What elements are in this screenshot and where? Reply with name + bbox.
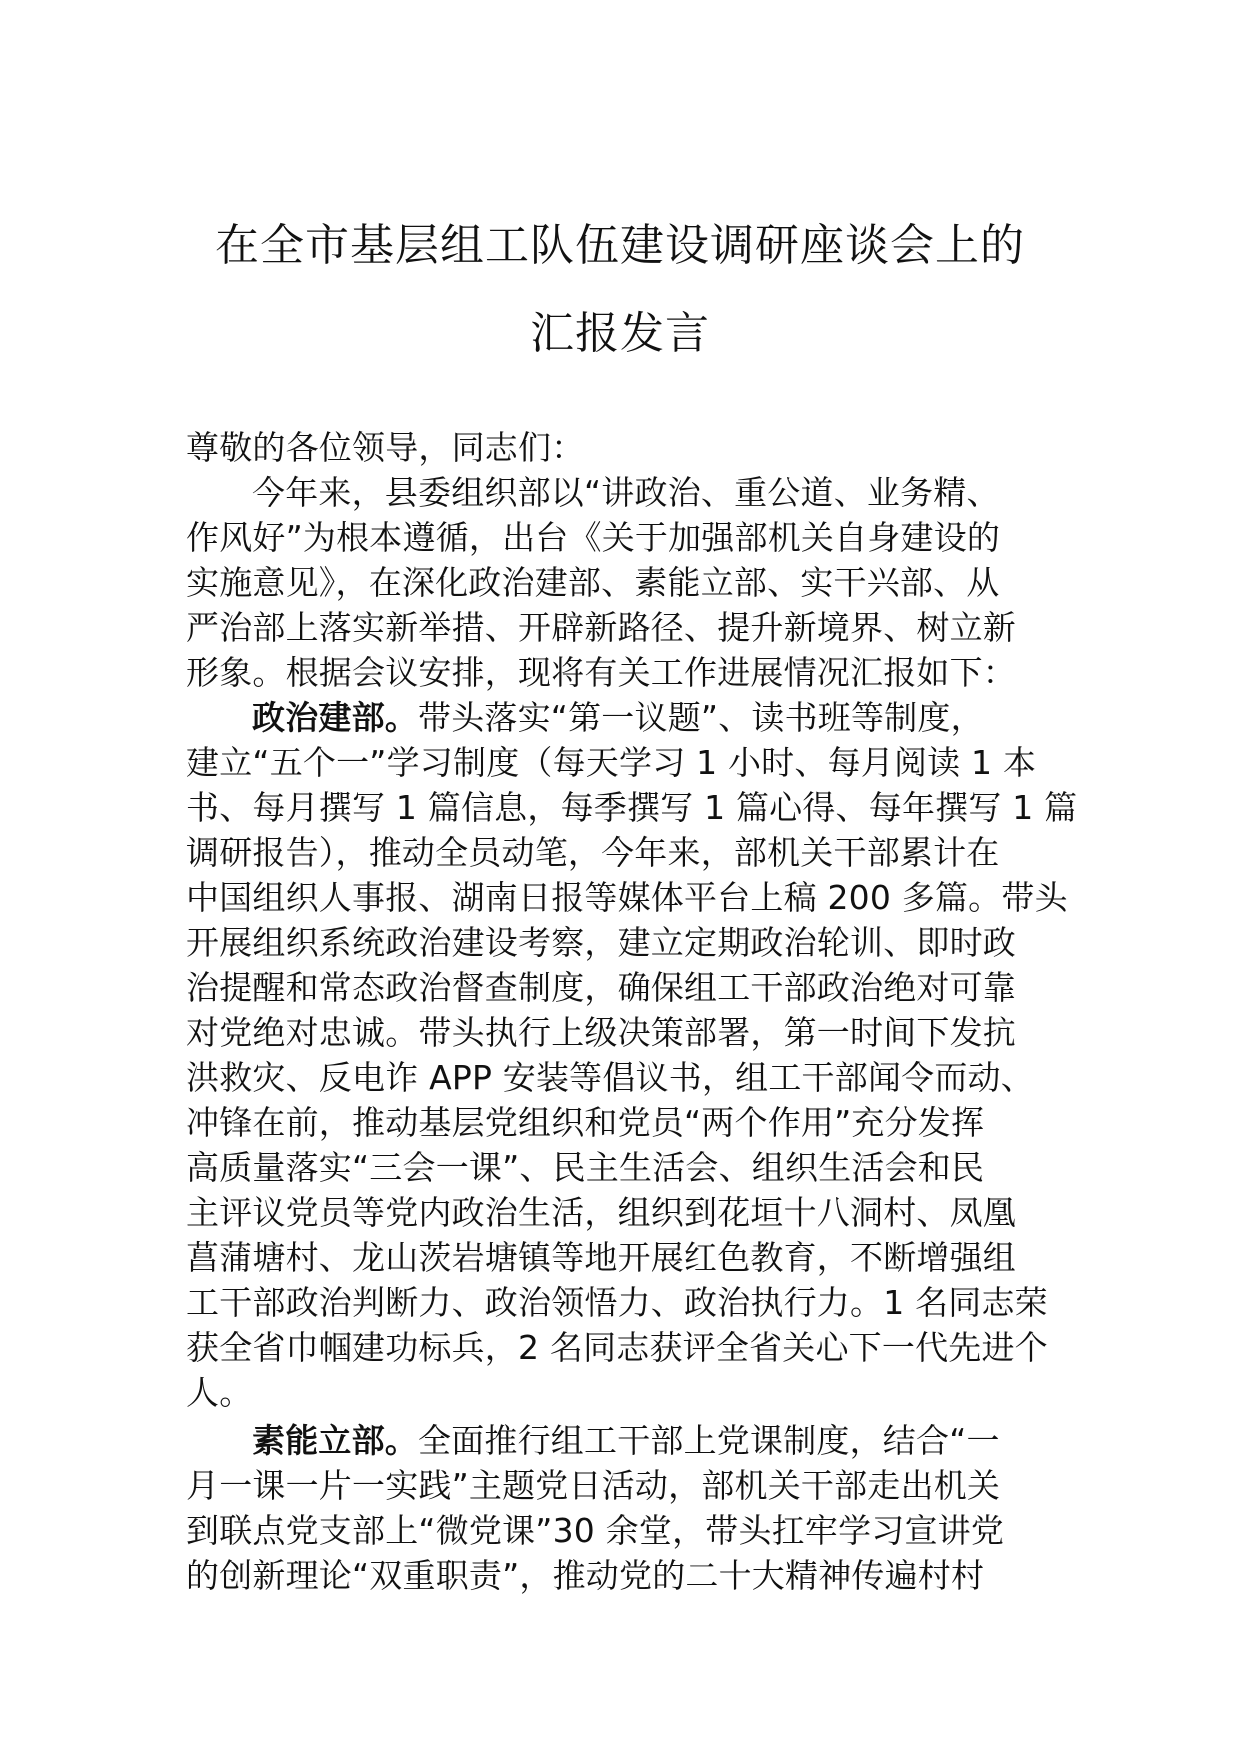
paragraph-line: 建立“五个一”学习制度（每天学习 1 小时、每月阅读 1 本 <box>186 743 1037 782</box>
paragraph-line: 中国组织人事报、湖南日报等媒体平台上稿 200 多篇。带头 <box>186 878 1068 917</box>
paragraph-political-building <box>186 695 1078 1415</box>
paragraph-line: 洪救灾、反电诈 APP 安装等倡议书，组工干部闻令而动、 <box>186 1058 1034 1097</box>
paragraph-line: 治提醒和常态政治督查制度，确保组工干部政治绝对可靠 <box>186 968 1016 1007</box>
paragraph-line: 高质量落实“三会一课”、民主生活会、组织生活会和民 <box>186 1148 985 1187</box>
paragraph-line: 冲锋在前，推动基层党组织和党员“两个作用”充分发挥 <box>186 1103 985 1142</box>
paragraph-first-line <box>186 1418 1060 1463</box>
paragraph-line: 开展组织系统政治建设考察，建立定期政治轮训、即时政 <box>186 923 1016 962</box>
paragraph-text: 带头落实“第一议题”、读书班等制度， <box>418 698 984 737</box>
section-heading: 素能立部。 <box>252 1421 418 1460</box>
paragraph-line: 菖蒲塘村、龙山茨岩塘镇等地开展红色教育，不断增强组 <box>186 1238 1016 1277</box>
document-body <box>186 425 1078 1598</box>
paragraph-first-line <box>186 695 1060 740</box>
paragraph-line: 到联点党支部上“微党课”30 余堂，带头扛牢学习宣讲党 <box>186 1511 1005 1550</box>
paragraph-line: 人。 <box>186 1373 253 1412</box>
paragraph-text: 全面推行组工干部上党课制度，结合“一 <box>418 1421 1000 1460</box>
paragraph-line: 获全省巾帼建功标兵，2 名同志获评全省关心下一代先进个 <box>186 1328 1048 1367</box>
salutation: 尊敬的各位领导，同志们： <box>186 428 585 467</box>
paragraph-line: 主评议党员等党内政治生活，组织到花垣十八洞村、凤凰 <box>186 1193 1016 1232</box>
document-title-line-2: 汇报发言 <box>530 308 710 359</box>
paragraph-line: 工干部政治判断力、政治领悟力、政治执行力。1 名同志荣 <box>186 1283 1048 1322</box>
paragraph-line: 调研报告），推动全员动笔，今年来，部机关干部累计在 <box>186 833 1000 872</box>
paragraph-intro <box>186 470 1060 695</box>
paragraph-line: 对党绝对忠诚。带头执行上级决策部署，第一时间下发抗 <box>186 1013 1016 1052</box>
paragraph-line: 作风好”为根本遵循，出台《关于加强部机关自身建设的 <box>186 518 1001 557</box>
paragraph-line: 实施意见》，在深化政治建部、素能立部、实干兴部、从 <box>186 563 1000 602</box>
paragraph-line: 今年来，县委组织部以“讲政治、重公道、业务精、 <box>252 473 1000 512</box>
paragraph-line: 月一课一片一实践”主题党日活动，部机关干部走出机关 <box>186 1466 1001 1505</box>
section-heading: 政治建部。 <box>252 698 418 737</box>
document-title-line-1: 在全市基层组工队伍建设调研座谈会上的 <box>215 220 1025 271</box>
paragraph-competence-building <box>186 1418 1060 1598</box>
paragraph-line: 严治部上落实新举措、开辟新路径、提升新境界、树立新 <box>186 608 1016 647</box>
paragraph-line: 书、每月撰写 1 篇信息，每季撰写 1 篇心得、每年撰写 1 篇 <box>186 788 1078 827</box>
paragraph-line: 形象。根据会议安排，现将有关工作进展情况汇报如下： <box>186 653 1016 692</box>
paragraph-line: 的创新理论“双重职责”，推动党的二十大精神传遍村村 <box>186 1556 985 1595</box>
